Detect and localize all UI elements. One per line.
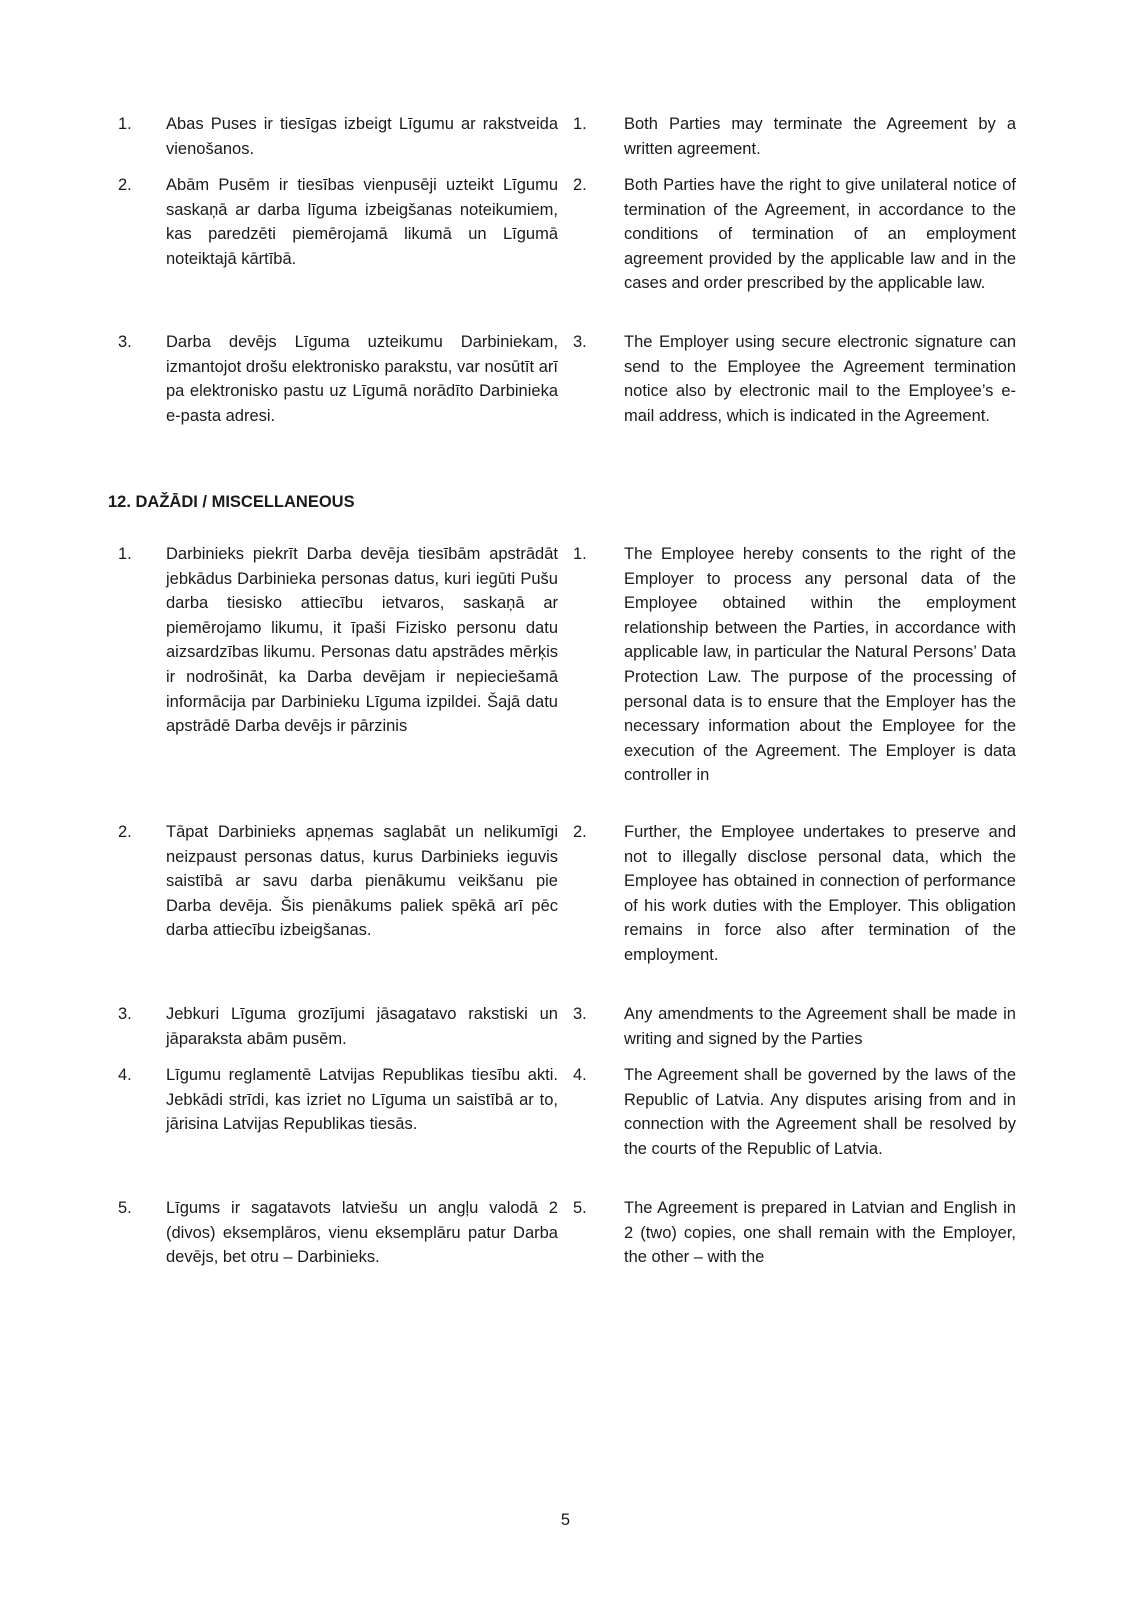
clause-text-lv: Jebkuri Līguma grozījumi jāsagatavo rakstiski un jāparaksta abām pusēm. — [166, 1005, 558, 1048]
clause-number-lv: 2. — [118, 823, 132, 841]
clause-text-lv: Darba devējs Līguma uzteikumu Darbiniekam, izmantojot drošu elektronisko parakstu, var nosūtīt arī pa elektronisko pastu uz Līgumā norādīto Darbinieka e-pasta adresi. — [166, 333, 558, 425]
clause-text-en: Both Parties may terminate the Agreement by a written agreement. — [624, 115, 1016, 158]
clause-number-en: 2. — [573, 176, 587, 194]
clause-number-en: 1. — [573, 115, 587, 133]
clause-number-en: 1. — [573, 545, 587, 563]
clause-number-en: 2. — [573, 823, 587, 841]
section-heading: 12. DAŽĀDI / MISCELLANEOUS — [108, 493, 355, 511]
clause-number-lv: 4. — [118, 1066, 132, 1084]
clause-text-lv: Abām Pusēm ir tiesības vienpusēji uzteikt Līgumu saskaņā ar darba līguma izbeigšanas noteikumiem, kas paredzēti piemērojamā likumā un Līgumā noteiktajā kārtībā. — [166, 176, 558, 268]
clause-number-lv: 5. — [118, 1199, 132, 1217]
clause-text-en: Any amendments to the Agreement shall be made in writing and signed by the Parties — [624, 1005, 1016, 1048]
clause-number-lv: 3. — [118, 333, 132, 351]
page-number: 5 — [560, 1511, 571, 1529]
clause-number-lv: 3. — [118, 1005, 132, 1023]
clause-text-lv: Līgums ir sagatavots latviešu un angļu valodā 2 (divos) eksemplāros, vienu eksemplāru patur Darba devējs, bet otru – Darbinieks. — [166, 1199, 558, 1267]
clause-number-en: 5. — [573, 1199, 587, 1217]
clause-text-en: Both Parties have the right to give unilateral notice of termination of the Agreement, in accordance to the conditions of termination of an employment agreement provided by the applicable law and in the cases and order prescribed by the applicable law. — [624, 176, 1016, 293]
clause-text-en: The Employee hereby consents to the right of the Employer to process any personal data of the Employee obtained within the employment relationship between the Parties, in accordance with applicable law, in particular the Natural Persons’ Data Protection Law. The purpose of the processing of personal data is to ensure that the Employer has the necessary information about the Employee for the execution of the Agreement. The Employer is data controller in — [624, 545, 1016, 785]
clause-text-en: The Agreement shall be governed by the laws of the Republic of Latvia. Any disputes arising from and in connection with the Agreement shall be resolved by the courts of the Republic of Latvia. — [624, 1066, 1016, 1158]
clause-number-lv: 2. — [118, 176, 132, 194]
clause-text-en: Further, the Employee undertakes to preserve and not to illegally disclose personal data, which the Employee has obtained in connection of performance of his work duties with the Employer. This obligation remains in force also after termination of the employment. — [624, 823, 1016, 964]
clause-text-lv: Tāpat Darbinieks apņemas saglabāt un nelikumīgi neizpaust personas datus, kurus Darbinieks ieguvis saistībā ar savu darba pienākumu veikšanu pie Darba devēja. Šis pienākums paliek spēkā arī pēc darba attiecību izbeigšanas. — [166, 823, 558, 940]
clause-number-en: 4. — [573, 1066, 587, 1084]
clause-text-lv: Darbinieks piekrīt Darba devēja tiesībām apstrādāt jebkādus Darbinieka personas datus, kuri iegūti Pušu darba tiesisko attiecību ietvaros, saskaņā ar piemērojamo likumu, it īpaši Fizisko personu datu aizsardzības likumu. Personas datu apstrādes mērķis ir nodrošināt, ka Darba devējam ir nepieciešamā informācija par Darbinieku Līguma izpildei. Šajā datu apstrādē Darba devējs ir pārzinis — [166, 545, 558, 736]
clause-number-lv: 1. — [118, 545, 132, 563]
clause-text-lv: Abas Puses ir tiesīgas izbeigt Līgumu ar rakstveida vienošanos. — [166, 115, 558, 158]
clause-number-en: 3. — [573, 1005, 587, 1023]
clause-number-lv: 1. — [118, 115, 132, 133]
clause-number-en: 3. — [573, 333, 587, 351]
clause-text-lv: Līgumu reglamentē Latvijas Republikas tiesību akti. Jebkādi strīdi, kas izriet no Līguma un saistībā ar to, jārisina Latvijas Republikas tiesās. — [166, 1066, 558, 1134]
clause-text-en: The Employer using secure electronic signature can send to the Employee the Agreement termination notice also by electronic mail to the Employee’s e-mail address, which is indicated in the Agreement. — [624, 333, 1016, 425]
clause-text-en: The Agreement is prepared in Latvian and English in 2 (two) copies, one shall remain with the Employer, the other – with the — [624, 1199, 1016, 1267]
